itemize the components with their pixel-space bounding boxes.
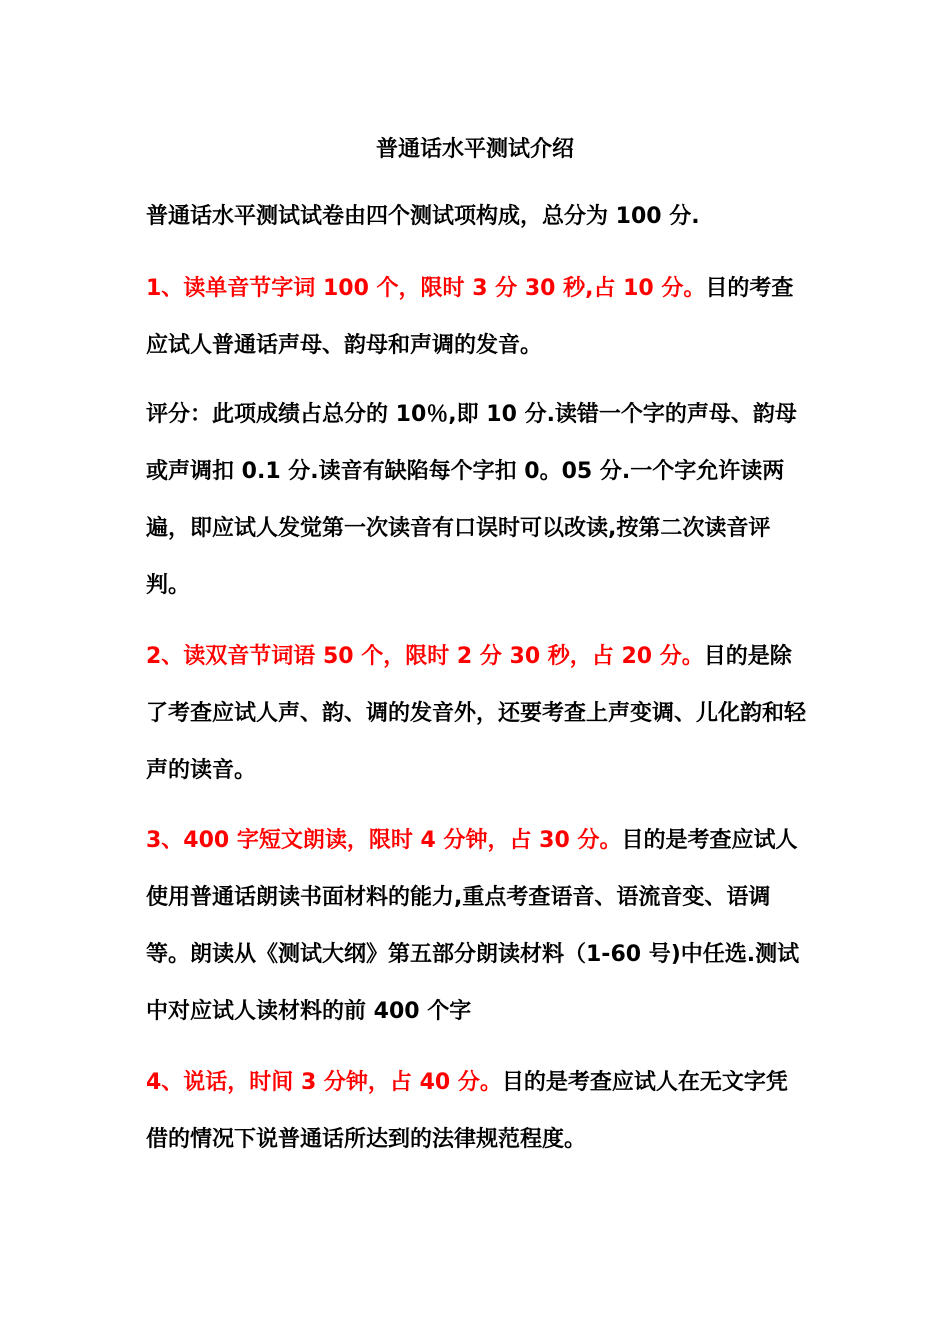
intro-paragraph: 普通话水平测试试卷由四个测试项构成，总分为 100 分. (146, 204, 700, 229)
item-3-paragraph (146, 812, 806, 1040)
item-3-body: 目的是考查应试人使用普通话朗读书面材料的能力,重点考查语音、语流音变、语调等。朗读从《测试大纲》第五部分朗读材料（1-60 号)中任选.测试中对应试人读材料的前 400 个字 (146, 828, 800, 1024)
item-2-body: 目的是除了考查应试人声、韵、调的发音外，还要考查上声变调、儿化韵和轻声的读音。 (146, 644, 807, 783)
item-3-heading: 3、400 字短文朗读，限时 4 分钟，占 30 分。 (146, 828, 622, 853)
document-title: 普通话水平测试介绍 (375, 137, 574, 162)
item-1-paragraph (146, 260, 806, 374)
item-1-heading: 1、读单音节字词 100 个，限时 3 分 30 秒,占 10 分。 (146, 276, 706, 301)
item-4-body: 目的是考查应试人在无文字凭借的情况下说普通话所达到的法律规范程度。 (146, 1070, 788, 1152)
item-1-scoring-paragraph: 评分：此项成绩占总分的 10％,即 10 分.读错一个字的声母、韵母或声调扣 0.1 分.读音有缺陷每个字扣 0。05 分.一个字允许读两遍，即应试人发觉第一次读音有口误时可以改读,按第二次读音评判。 (146, 402, 797, 598)
item-1-body: 目的考查应试人普通话声母、韵母和声调的发音。 (146, 276, 794, 358)
item-2-heading: 2、读双音节词语 50 个，限时 2 分 30 秒，占 20 分。 (146, 644, 704, 669)
item-4-paragraph (146, 1054, 806, 1168)
item-2-paragraph (146, 628, 806, 799)
item-4-heading: 4、说话，时间 3 分钟，占 40 分。 (146, 1070, 502, 1095)
